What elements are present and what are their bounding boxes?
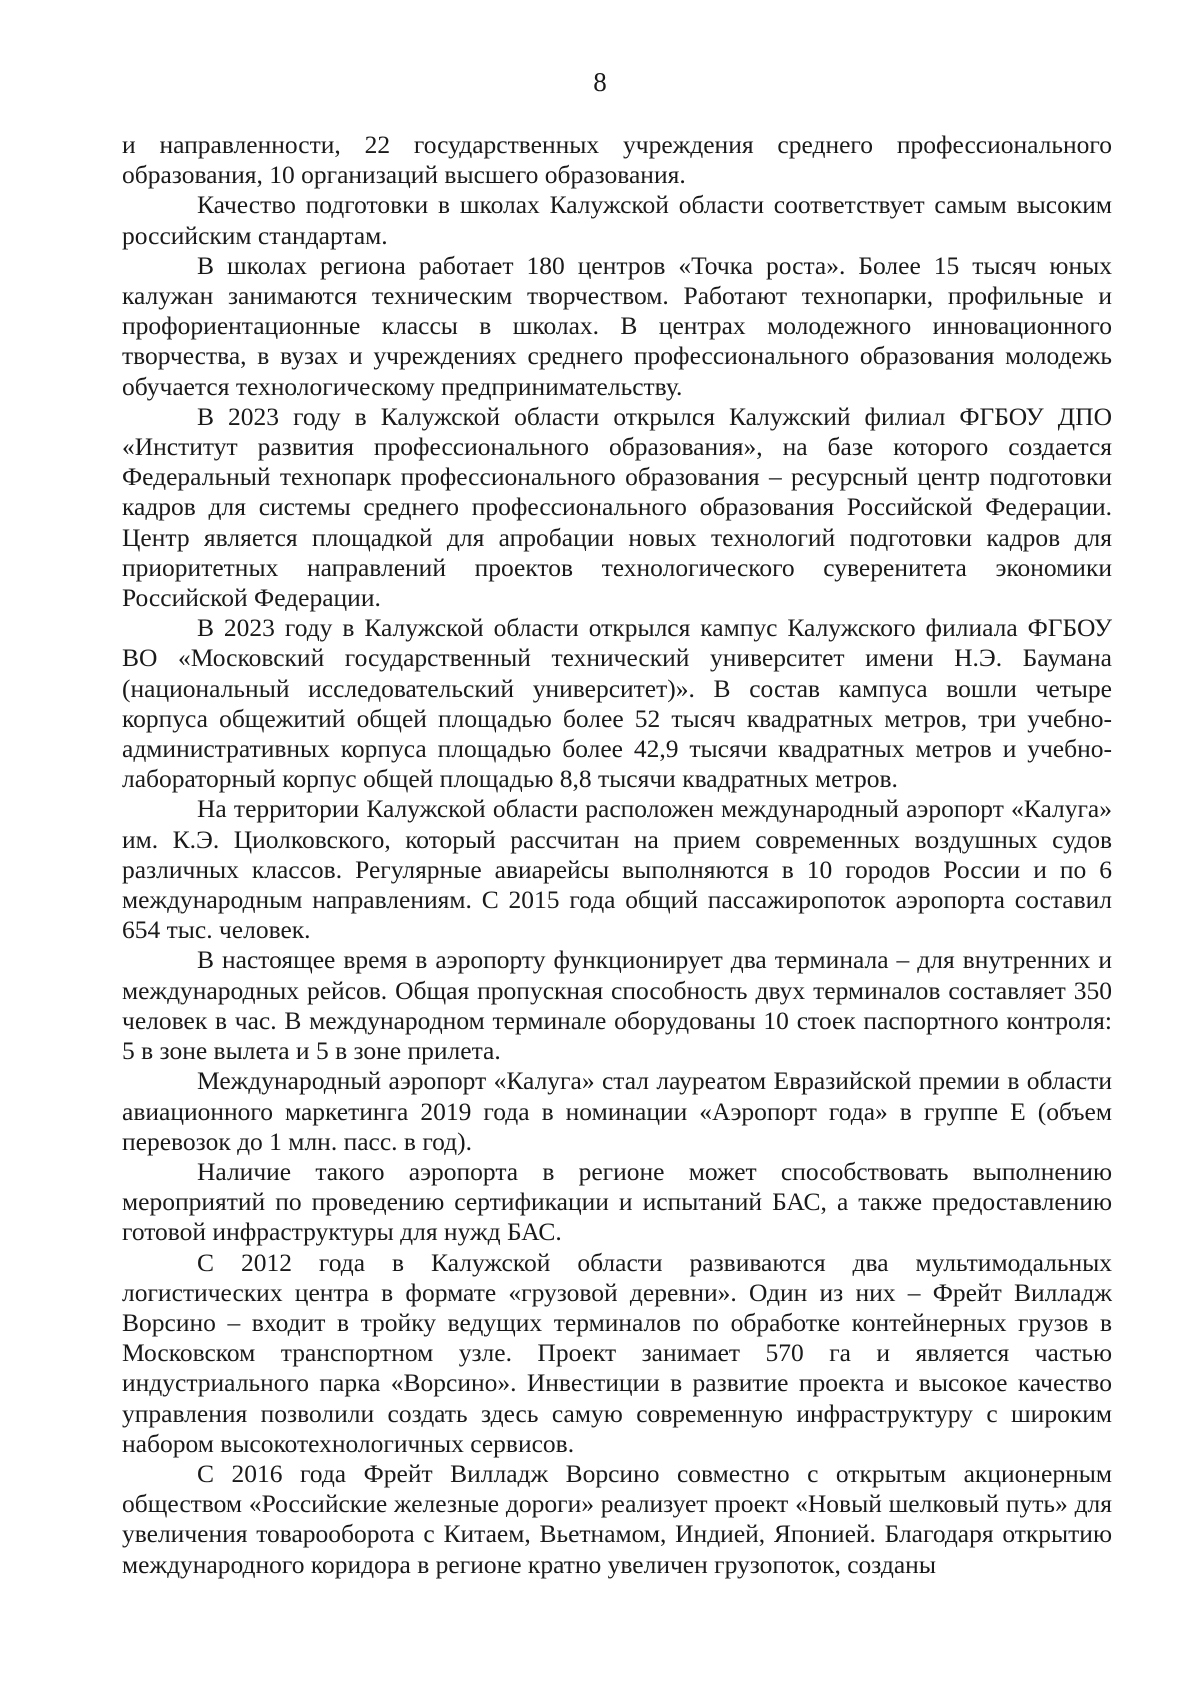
page-number: 8	[593, 67, 607, 97]
paragraph-airport-terminals: В настоящее время в аэропорту функционирует два терминала – для внутренних и международных рейсов. Общая пропускная способность двух терминалов составляет 350 человек в час. В международном терминале оборудованы 10 стоек паспортного контроля: 5 в зоне вылета и 5 в зоне прилета.	[122, 945, 1112, 1066]
paragraph-education-quality: Качество подготовки в школах Калужской области соответствует самым высоким российским стандартам.	[122, 190, 1112, 250]
document-body	[122, 130, 1112, 1580]
paragraph-airport-award: Международный аэропорт «Калуга» стал лауреатом Евразийской премии в области авиационного маркетинга 2019 года в номинации «Аэропорт года» в группе Е (объем перевозок до 1 млн. пасс. в год).	[122, 1066, 1112, 1156]
paragraph-bas-infrastructure: Наличие такого аэропорта в регионе может способствовать выполнению мероприятий по проведению сертификации и испытаний БАС, а также предоставлению готовой инфраструктуры для нужд БАС.	[122, 1156, 1112, 1247]
paragraph-bauman-campus: В 2023 году в Калужской области открылся кампус Калужского филиала ФГБОУ ВО «Московский государственный технический университет имени Н.Э. Баумана (национальный исследовательский университет)». В состав кампуса вошли четыре корпуса общежитий общей площадью более 52 тысяч квадратных метров, три учебно-административных корпуса площадью более 42,9 тысячи квадратных метров и учебно-лабораторный корпус общей площадью 8,8 тысячи квадратных метров.	[122, 613, 1112, 794]
paragraph-silk-road: С 2016 года Фрейт Вилладж Ворсино совместно с открытым акционерным обществом «Российские железные дороги» реализует проект «Новый шелковый путь» для увеличения товарооборота с Китаем, Вьетнамом, Индией, Японией. Благодаря открытию международного коридора в регионе кратно увеличен грузопоток, созданы	[122, 1458, 1112, 1579]
paragraph-continuation: и направленности, 22 государственных учреждения среднего профессионального образования, 10 организаций высшего образования.	[122, 130, 1112, 190]
paragraph-irpo-branch: В 2023 году в Калужской области открылся Калужский филиал ФГБОУ ДПО «Институт развития профессионального образования», на базе которого создается Федеральный технопарк профессионального образования – ресурсный центр подготовки кадров для системы среднего профессионального образования Российской Федерации. Центр является площадкой для апробации новых технологий подготовки кадров для приоритетных направлений проектов технологического суверенитета экономики Российской Федерации.	[122, 401, 1112, 613]
paragraph-kaluga-airport: На территории Калужской области расположен международный аэропорт «Калуга» им. К.Э. Циолковского, который рассчитан на прием современных воздушных судов различных классов. Регулярные авиарейсы выполняются в 10 городов России и по 6 международным направлениям. С 2015 года общий пассажиропоток аэропорта составил 654 тыс. человек.	[122, 794, 1112, 945]
paragraph-logistics-centers: С 2012 года в Калужской области развиваются два мультимодальных логистических центра в формате «грузовой деревни». Один из них – Фрейт Вилладж Ворсино – входит в тройку ведущих терминалов по обработке контейнерных грузов в Московском транспортном узле. Проект занимает 570 га и является частью индустриального парка «Ворсино». Инвестиции в развитие проекта и высокое качество управления позволили создать здесь самую современную инфраструктуру с широким набором высокотехнологичных сервисов.	[122, 1247, 1112, 1458]
paragraph-growth-points: В школах региона работает 180 центров «Точка роста». Более 15 тысяч юных калужан занимаются техническим творчеством. Работают технопарки, профильные и профориентационные классы в школах. В центрах молодежного инновационного творчества, в вузах и учреждениях среднего профессионального образования молодежь обучается технологическому предпринимательству.	[122, 250, 1112, 401]
